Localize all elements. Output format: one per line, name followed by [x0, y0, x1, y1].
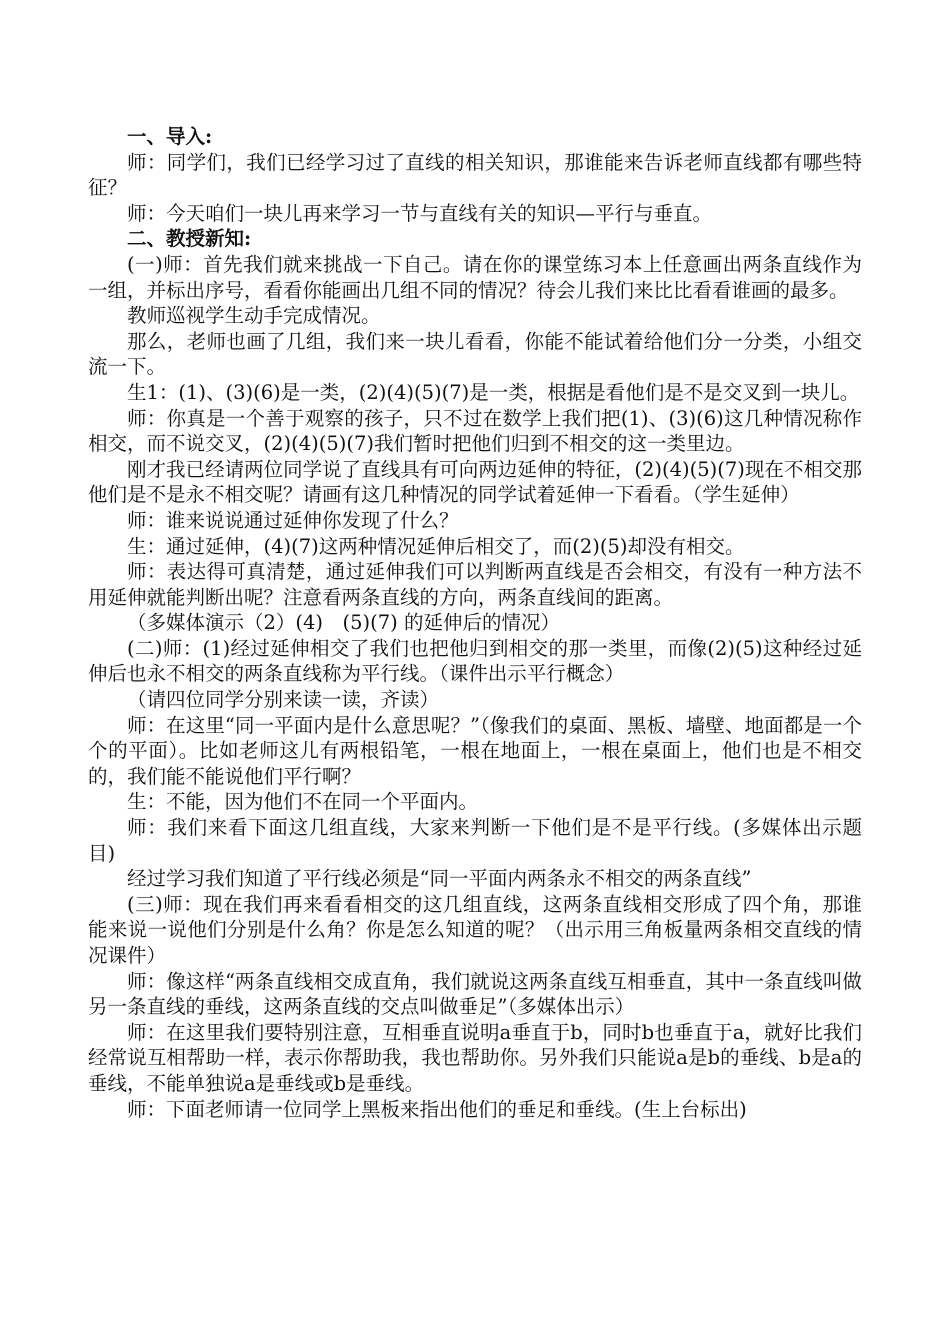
paragraph: 师：下面老师请一位同学上黑板来指出他们的垂足和垂线。(生上台标出): [127, 1097, 747, 1121]
paragraph: 师：同学们，我们已经学习过了直线的相关知识，那谁能来告诉老师直线都有哪些特征？: [88, 150, 862, 200]
paragraph: 师：今天咱们一块儿再来学习一节与直线有关的知识—平行与垂直。: [127, 201, 713, 225]
paragraph: 教师巡视学生动手完成情况。: [127, 304, 381, 328]
paragraph: 师：你真是一个善于观察的孩子，只不过在数学上我们把(1)、(3)(6)这几种情况称作相交，而不说交叉，(2)(4)(5)(7)我们暂时把他们归到不相交的这一类里边。: [88, 406, 862, 456]
paragraph: 师：像这样“两条直线相交成直角，我们就说这两条直线互相垂直，其中一条直线叫做另一条直线的垂线，这两条直线的交点叫做垂足”（多媒体出示）: [88, 969, 862, 1019]
paragraph: 师：表达得可真清楚，通过延伸我们可以判断两直线是否会相交，有没有一种方法不用延伸就能判断出呢？注意看两条直线的方向，两条直线间的距离。: [88, 560, 862, 609]
section-heading-intro: 一、导入:: [127, 125, 213, 148]
paragraph: 生：通过延伸，(4)(7)这两种情况延伸后相交了，而(2)(5)却没有相交。: [127, 534, 745, 558]
paragraph: (二)师：(1)经过延伸相交了我们也把他归到相交的那一类里，而像(2)(5)这种经过延伸后也永不相交的两条直线称为平行线。（课件出示平行概念）: [88, 636, 862, 686]
paragraph: 师：谁来说说通过延伸你发现了什么？: [127, 508, 459, 532]
paragraph: (一)师：首先我们就来挑战一下自己。请在你的课堂练习本上任意画出两条直线作为一组，并标出序号，看看你能画出几组不同的情况？待会儿我们来比比看看谁画的最多。: [88, 252, 862, 302]
paragraph: 刚才我已经请两位同学说了直线具有可向两边延伸的特征，(2)(4)(5)(7)现在不相交那他们是不是永不相交呢？请画有这几种情况的同学试着延伸一下看看。（学生延伸）: [88, 457, 862, 507]
section-heading-new-knowledge: 二、教授新知:: [127, 227, 252, 251]
paragraph: 生：不能，因为他们不在同一个平面内。: [127, 790, 479, 814]
paragraph: 师：我们来看下面这几组直线，大家来判断一下他们是不是平行线。(多媒体出示题目): [88, 816, 862, 865]
paragraph: (三)师：现在我们再来看看相交的这几组直线，这两条直线相交形成了四个角，那谁能来说一说他们分别是什么角？你是怎么知道的呢？（出示用三角板量两条相交直线的情况课件）: [88, 892, 862, 967]
paragraph: 师：在这里我们要特别注意，互相垂直说明a垂直于b，同时b也垂直于a，就好比我们经常说互相帮助一样，表示你帮助我，我也帮助你。另外我们只能说a是b的垂线、b是a的垂线，不能单独说a是垂线或b是垂线。: [88, 1020, 862, 1095]
document-page: [88, 124, 862, 1122]
paragraph: （多媒体演示（2）(4) (5)(7) 的延伸后的情况）: [127, 611, 560, 635]
paragraph: 经过学习我们知道了平行线必须是“同一平面内两条永不相交的两条直线”: [127, 867, 752, 891]
paragraph: 生1：(1)、(3)(6)是一类，(2)(4)(5)(7)是一类，根据是看他们是不是交叉到一块儿。: [127, 380, 860, 404]
paragraph: 那么，老师也画了几组，我们来一块儿看看，你能不能试着给他们分一分类，小组交流一下。: [88, 329, 862, 379]
paragraph: （请四位同学分别来读一读，齐读）: [127, 688, 440, 712]
paragraph: 师：在这里“同一平面内是什么意思呢？”（像我们的桌面、黑板、墙壁、地面都是一个个的平面）。比如老师这儿有两根铅笔，一根在地面上，一根在桌面上，他们也是不相交的，我们能不能说他们平行啊？: [88, 713, 862, 788]
